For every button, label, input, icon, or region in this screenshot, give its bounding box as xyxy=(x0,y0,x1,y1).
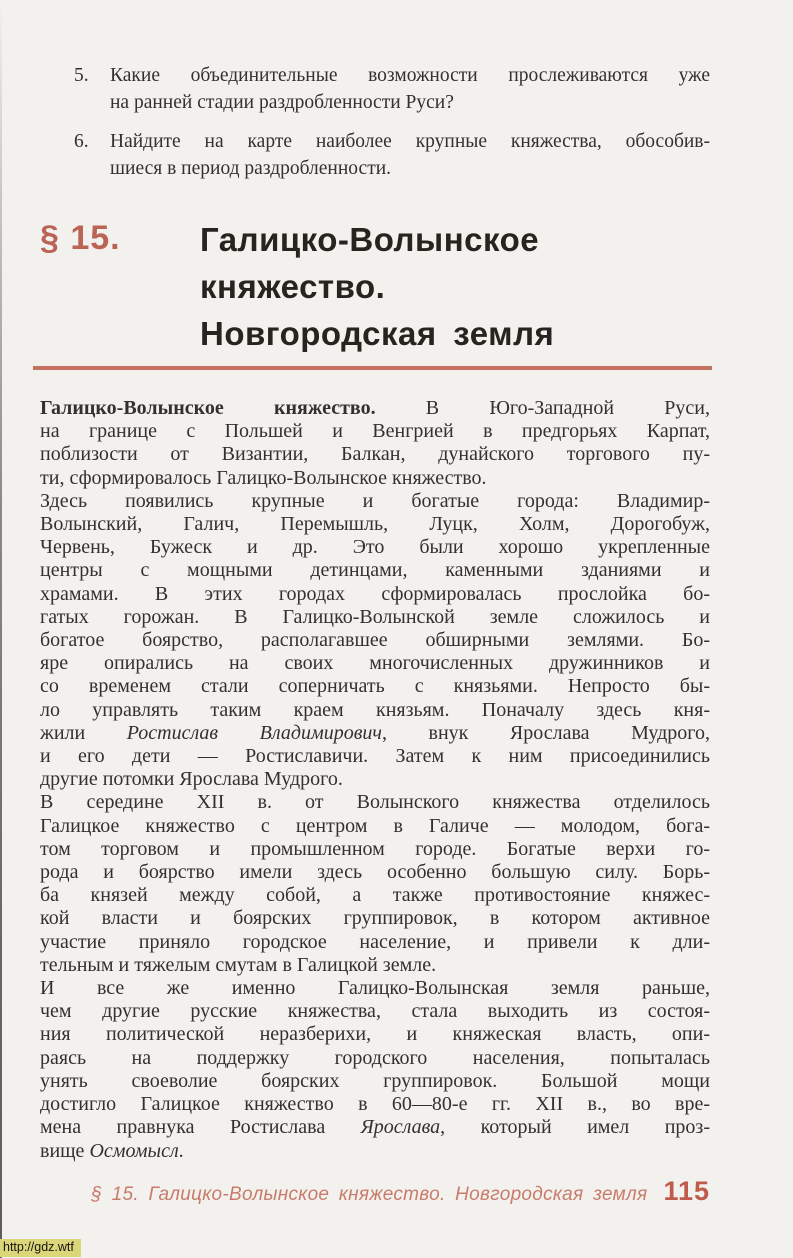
page-title-line: княжество. xyxy=(200,268,386,305)
body-text xyxy=(40,397,710,1163)
paragraph xyxy=(40,977,710,1163)
section-heading xyxy=(40,216,710,357)
page-title xyxy=(200,216,554,357)
question-text-line: Какие объединительные возможности прослеживаются уже xyxy=(110,65,710,86)
text-line: ба князей между собой, а также противостояние княжес- xyxy=(40,884,710,907)
text-line: чем другие русские княжества, стала выходить из состоя- xyxy=(40,1000,710,1023)
question-item xyxy=(74,62,710,116)
text-line: Галицкое княжество с центром в Галиче — молодом, бога- xyxy=(40,814,710,837)
section-number: § 15. xyxy=(40,219,121,257)
page-title-line: Новгородская земля xyxy=(200,315,555,352)
text-line: поблизости от Византии, Балкан, дунайского торгового пу- xyxy=(40,443,710,466)
text-line: Галицко-Волынское княжество. В Юго-Западной Руси, xyxy=(40,397,710,419)
text-line: центры с мощными детинцами, каменными зданиями и xyxy=(40,559,710,582)
paragraph xyxy=(40,791,710,977)
text-line: рода и боярство имели здесь особенно большую силу. Борь- xyxy=(40,861,710,884)
footer-running-title: § 15. Галицко-Волынское княжество. Новгородская земля xyxy=(91,1183,648,1205)
text-line: и его дети — Ростиславичи. Затем к ним присоединились xyxy=(40,745,710,768)
text-line: мена правнука Ростислава Ярослава, который имел проз- xyxy=(40,1116,710,1139)
text-line: на границе с Польшей и Венгрией в предгорьях Карпат, xyxy=(40,420,710,443)
text-line: жили Ростислав Владимирович, внук Ярослава Мудрого, xyxy=(40,721,711,744)
text-line: Червень, Бужеск и др. Это были хорошо укрепленные xyxy=(40,536,710,559)
page-edge-line xyxy=(0,0,2,1258)
question-text xyxy=(110,128,710,182)
page-number: 115 xyxy=(663,1175,710,1206)
text-line: со временем стали соперничать с князьями. Непросто бы- xyxy=(40,675,710,698)
text-line: храмами. В этих городах сформировалась прослойка бо- xyxy=(40,582,710,605)
text-line: И все же именно Галицко-Волынская земля раньше, xyxy=(40,977,710,1000)
text-line: ния политической неразберихи, и княжеская власть, опи- xyxy=(40,1023,710,1046)
question-number: 5. xyxy=(74,65,89,86)
question-text-line: Найдите на карте наиболее крупные княжества, обособив- xyxy=(110,131,710,152)
text-line: раясь на поддержку городского населения, попыталась xyxy=(40,1046,710,1069)
text-line: яре опирались на своих многочисленных дружинников и xyxy=(40,652,710,675)
text-line: Волынский, Галич, Перемышль, Луцк, Холм, Дорогобуж, xyxy=(40,513,710,536)
text-line: кой власти и боярских группировок, в котором активное xyxy=(40,907,710,930)
text-line: тельным и тяжелым смутам в Галицкой земле. xyxy=(40,953,437,976)
text-line: ти, сформировалось Галицко-Волынское княжество. xyxy=(40,466,487,489)
paragraph xyxy=(40,490,710,792)
text-line: богатое боярство, располагавшее обширными землями. Бо- xyxy=(40,629,710,652)
text-line: унять своеволие боярских группировок. Большой мощи xyxy=(40,1069,710,1092)
question-text xyxy=(110,62,710,116)
page-footer xyxy=(40,1176,710,1207)
question-item xyxy=(74,128,710,182)
page-title-line: Галицко-Волынское xyxy=(200,221,540,258)
text-line: участие приняло городское население, и привели к дли- xyxy=(40,930,710,953)
question-number: 6. xyxy=(74,131,89,152)
section-divider xyxy=(33,366,712,370)
question-text-line: на ранней стадии раздробленности Руси? xyxy=(110,92,454,113)
watermark-url: http://gdz.wtf xyxy=(0,1239,81,1257)
text-line: Здесь появились крупные и богатые города: Владимир- xyxy=(40,489,710,512)
text-line: гатых горожан. В Галицко-Волынской земле сложилось и xyxy=(40,605,710,628)
text-line: достигло Галицкое княжество в 60—80-е гг. XII в., во вре- xyxy=(40,1093,710,1116)
text-line: В середине XII в. от Волынского княжества отделилось xyxy=(40,791,710,814)
paragraph xyxy=(40,397,710,490)
question-list xyxy=(74,62,710,182)
text-line: ло управлять таким краем князьям. Поначалу здесь кня- xyxy=(40,698,710,721)
question-text-line: шиеся в период раздробленности. xyxy=(110,158,392,179)
text-line: вище Осмомысл. xyxy=(40,1139,184,1162)
text-line: том торговом и промышленном городе. Богатые верхи го- xyxy=(40,837,710,860)
text-line: другие потомки Ярослава Мудрого. xyxy=(40,768,343,791)
